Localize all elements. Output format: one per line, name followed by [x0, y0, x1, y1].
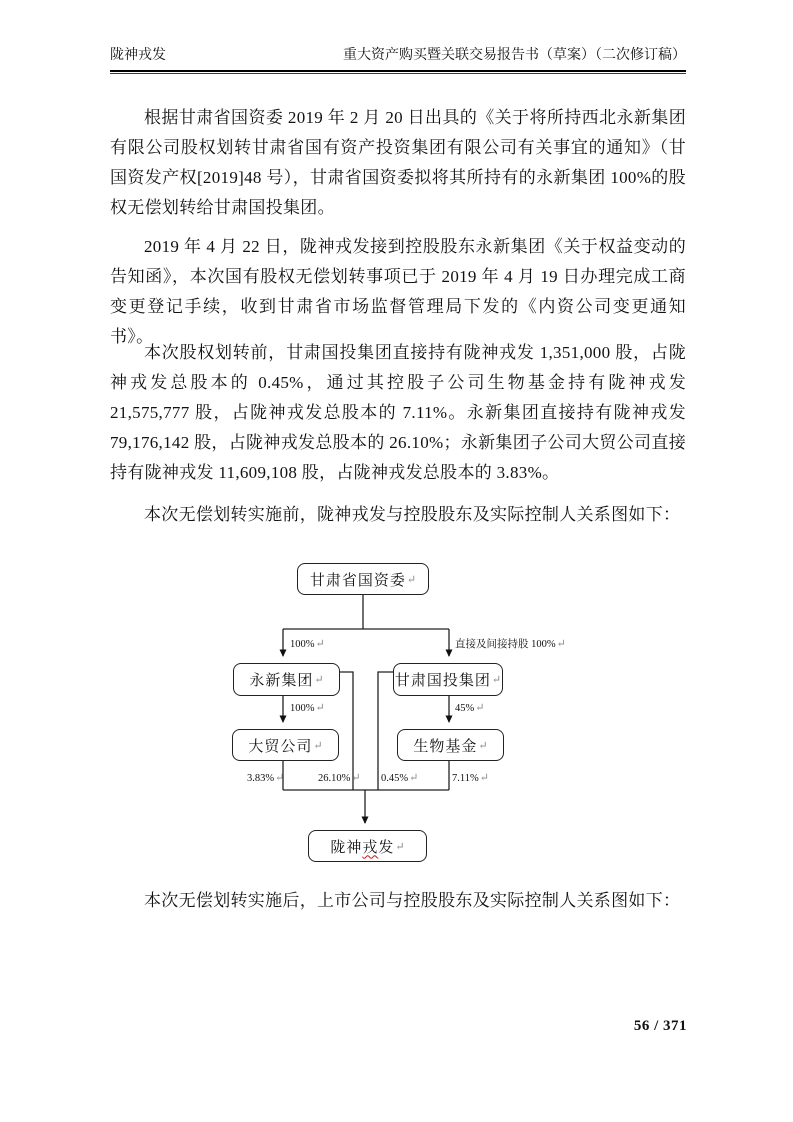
shareholding-label-guotou-biofund: 45%↵	[455, 702, 485, 714]
shareholding-label-guotou-longshen: 0.45%↵	[381, 772, 419, 784]
paragraph-before-transfer-lead-in: 本次无偿划转实施前，陇神戎发与控股股东及实际控制人关系图如下：	[144, 505, 681, 524]
org-box-label: 大贸公司	[248, 738, 313, 755]
page-number: 56 / 371	[633, 1018, 687, 1034]
paragraph-mark-icon: ↵	[313, 739, 323, 752]
shareholding-label-sasac-guotou: 直接及间接持股 100%↵	[455, 638, 566, 650]
header-doc-full-title: 重大资产购买暨关联交易报告书（草案）（二次修订稿）	[343, 48, 686, 63]
org-box-gansu-sasac	[297, 563, 429, 595]
org-box-yongxin-group	[233, 663, 340, 696]
spellcheck-underlined-text: 戎	[362, 839, 379, 856]
shareholding-label-biofund-longshen: 7.11%↵	[452, 772, 489, 784]
paragraph-mark-icon: ↵	[406, 573, 417, 586]
shareholding-label-yongxin-damao: 100%↵	[290, 702, 325, 714]
shareholding-label-yongxin-longshen: 26.10%↵	[318, 772, 361, 784]
diagram-connectors	[0, 555, 793, 875]
paragraph-mark-icon: ↵	[409, 772, 419, 784]
org-box-label: 生物基金	[413, 738, 478, 755]
paragraph-mark-icon: ↵	[314, 674, 324, 686]
org-box-label: 发	[378, 839, 395, 856]
paragraph-equity-change-notice: 2019 年 4 月 22 日，陇神戎发接到控股股东永新集团《关于权益变动的告知函》，本次国有股权无偿划转事项已于 2019 年 4 月 19 日办理完成工商变更登记手续，收到甘肃省市场监督管理局下发的《内资公司变更通知书》。	[110, 237, 686, 346]
org-box-label: 永新集团	[249, 673, 314, 689]
page-header	[110, 46, 686, 72]
paragraph-sasac-notice: 根据甘肃省国资委 2019 年 2 月 20 日出具的《关于将所持西北永新集团有限公司股权划转甘肃省国有资产投资集团有限公司有关事宜的通知》（甘国资发产权[2019]48 号），甘肃省国资委拟将其所持有的永新集团 100%的股权无偿划转给甘肃国投集团。	[110, 108, 686, 217]
paragraph-mark-icon: ↵	[475, 702, 485, 714]
paragraph-mark-icon: ↵	[275, 772, 285, 784]
paragraph-mark-icon: ↵	[351, 772, 361, 784]
paragraph-mark-icon: ↵	[491, 674, 502, 686]
org-box-longshen-rongfa	[308, 830, 427, 862]
shareholding-label-sasac-yongxin: 100%↵	[290, 638, 325, 650]
org-box-label: 甘肃国投集团	[394, 673, 491, 689]
org-box-label: 甘肃省国资委	[309, 572, 406, 589]
org-box-label: 陇神	[330, 839, 363, 856]
org-box-bio-fund	[397, 729, 504, 761]
org-box-gansu-guotou-group	[393, 663, 503, 696]
paragraph-mark-icon: ↵	[479, 772, 489, 784]
org-box-damao-company	[232, 729, 339, 761]
paragraph-mark-icon: ↵	[556, 638, 566, 650]
paragraph-mark-icon: ↵	[478, 739, 488, 752]
ownership-diagram-before-transfer	[0, 555, 793, 875]
paragraph-mark-icon: ↵	[315, 702, 325, 714]
shareholding-label-damao-longshen: 3.83%↵	[247, 772, 285, 784]
header-doc-short-title: 陇神戎发	[110, 48, 166, 63]
paragraph-mark-icon: ↵	[315, 638, 325, 650]
paragraph-shareholding-detail: 本次股权划转前，甘肃国投集团直接持有陇神戎发 1,351,000 股，占陇神戎发总股本的 0.45%，通过其控股子公司生物基金持有陇神戎发 21,575,777 股，占陇神戎发总股本的 7.11%。永新集团直接持有陇神戎发 79,176,142 股，占陇神戎发总股本的 26.10%；永新集团子公司大贸公司直接持有陇神戎发 11,609,108 股，占陇神戎发总股本的 3.83%。	[110, 343, 686, 482]
paragraph-mark-icon: ↵	[395, 840, 405, 853]
paragraph-after-transfer-lead-in: 本次无偿划转实施后，上市公司与控股股东及实际控制人关系图如下：	[144, 891, 681, 910]
